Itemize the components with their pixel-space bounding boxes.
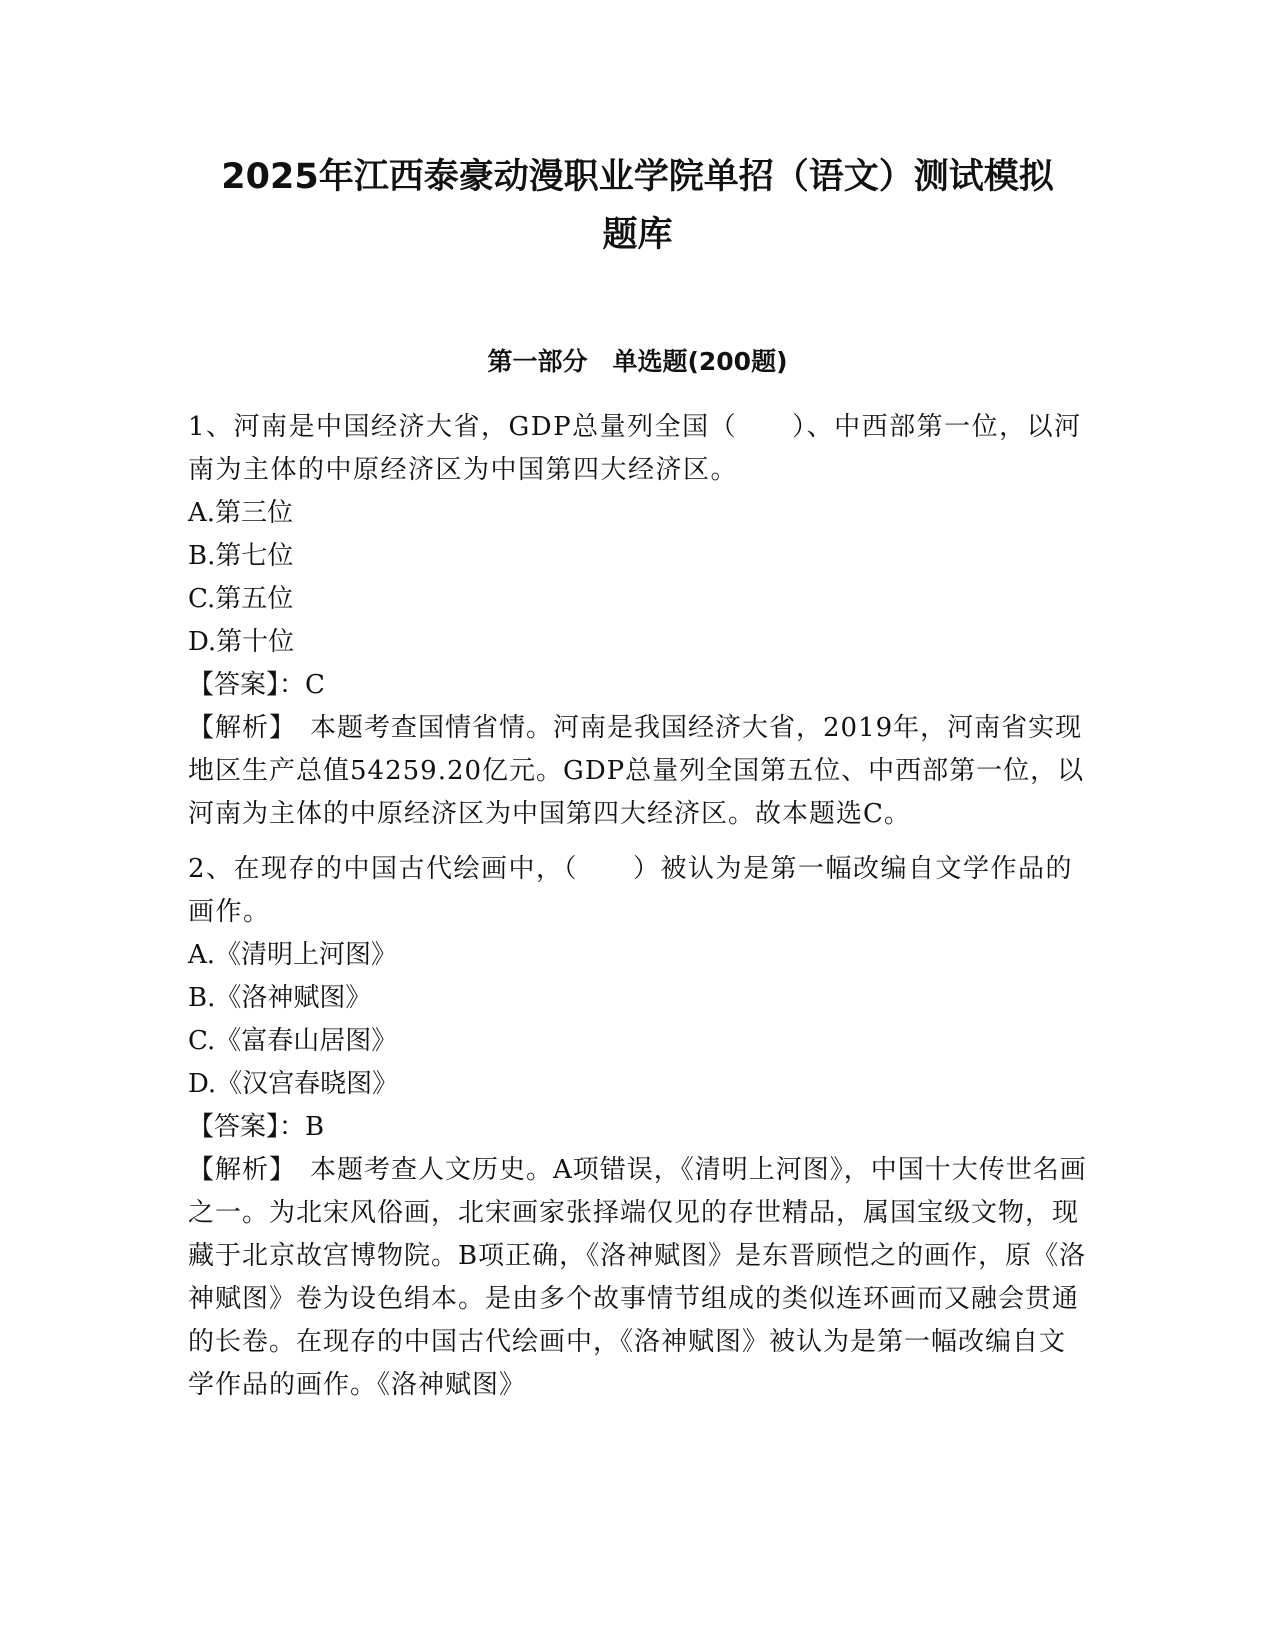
question-2-option-b: B.《洛神赋图》	[188, 983, 372, 1013]
question-1-option-b: B.第七位	[188, 541, 294, 571]
question-1-option-a: A.第三位	[188, 498, 294, 528]
section-heading: 第一部分 单选题(200题)	[487, 347, 788, 376]
document-title	[150, 148, 1125, 264]
question-list	[188, 406, 1088, 1419]
question-2-option-c: C.《富春山居图》	[188, 1026, 398, 1056]
document-title-line1: 2025年江西泰豪动漫职业学院单招（语文）测试模拟	[221, 157, 1054, 197]
question-2	[188, 848, 1088, 1407]
question-2-answer: 【答案】：B	[188, 1112, 325, 1142]
question-1-answer: 【答案】：C	[188, 670, 325, 700]
question-1-option-c: C.第五位	[188, 584, 294, 614]
question-2-analysis: 【解析】 本题考查人文历史。A项错误，《清明上河图》，中国十大传世名画之一。为北宋风俗画，北宋画家张择端仅见的存世精品，属国宝级文物，现藏于北京故宫博物院。B项正确，《洛神赋图》是东晋顾恺之的画作，原《洛神赋图》卷为设色绢本。是由多个故事情节组成的类似连环画而又融会贯通的长卷。在现存的中国古代绘画中，《洛神赋图》被认为是第一幅改编自文学作品的画作。《洛神赋图》	[188, 1155, 1087, 1400]
question-1	[188, 406, 1088, 836]
document-title-line2: 题库	[602, 215, 673, 255]
question-1-analysis: 【解析】 本题考查国情省情。河南是我国经济大省，2019年，河南省实现地区生产总值54259.20亿元。GDP总量列全国第五位、中西部第一位，以河南为主体的中原经济区为中国第四大经济区。故本题选C。	[188, 713, 1085, 829]
question-2-stem: 2、在现存的中国古代绘画中，（ ）被认为是第一幅改编自文学作品的画作。	[188, 854, 1074, 927]
question-2-option-d: D.《汉宫春晓图》	[188, 1069, 399, 1099]
question-1-stem: 1、河南是中国经济大省，GDP总量列全国（ ）、中西部第一位，以河南为主体的中原经济区为中国第四大经济区。	[188, 412, 1082, 485]
question-2-option-a: A.《清明上河图》	[188, 940, 398, 970]
question-1-option-d: D.第十位	[188, 627, 295, 657]
